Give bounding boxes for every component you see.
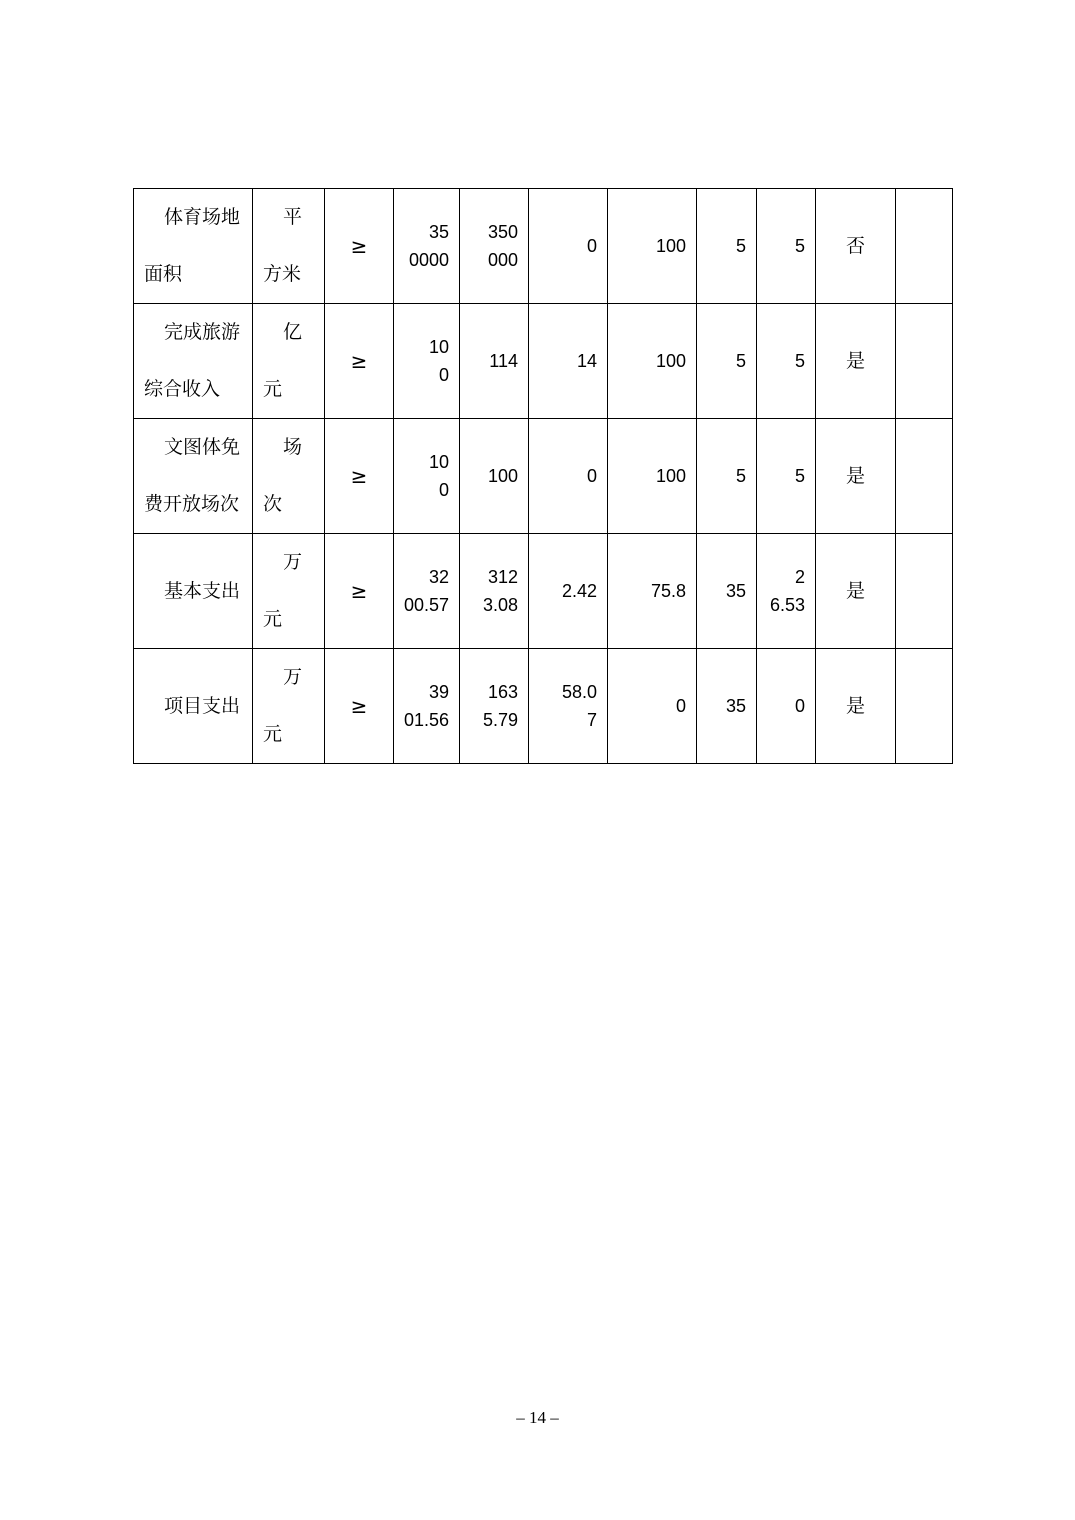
- target-value-cell: 32 00.57: [394, 534, 460, 649]
- actual-value-cell: 312 3.08: [460, 534, 529, 649]
- deviation-cell: 14: [529, 304, 608, 419]
- indicator-name-line1: 项目支出: [164, 694, 241, 717]
- indicator-name-line1: 基本支出: [164, 579, 241, 602]
- unit-line2: 元: [263, 723, 283, 745]
- achieved-cell: 否: [816, 189, 896, 304]
- target-value-cell: 10 0: [394, 419, 460, 534]
- operator-cell: ≥: [325, 534, 394, 649]
- unit-line2: 方米: [263, 263, 302, 285]
- operator-cell: ≥: [325, 189, 394, 304]
- score-cell: 5: [757, 304, 816, 419]
- indicator-name-line2: 面积: [144, 263, 183, 285]
- score-cell: 5: [757, 419, 816, 534]
- deviation-cell: 0: [529, 419, 608, 534]
- table-row: [134, 304, 953, 419]
- achieved-cell: 是: [816, 304, 896, 419]
- note-cell: [896, 189, 953, 304]
- weight-cell: 35: [697, 649, 757, 764]
- unit-cell: [253, 419, 325, 534]
- unit-line1: 万: [282, 551, 302, 573]
- unit-cell: [253, 534, 325, 649]
- unit-line2: 元: [263, 608, 283, 630]
- score-cell: 0: [757, 649, 816, 764]
- note-cell: [896, 649, 953, 764]
- completion-rate-cell: 0: [608, 649, 697, 764]
- unit-line2: 次: [263, 493, 283, 515]
- target-value-cell: 35 0000: [394, 189, 460, 304]
- indicator-name-line1: 文图体免: [164, 436, 241, 458]
- score-cell: 2 6.53: [757, 534, 816, 649]
- completion-rate-cell: 100: [608, 419, 697, 534]
- operator-cell: ≥: [325, 649, 394, 764]
- weight-cell: 35: [697, 534, 757, 649]
- unit-cell: [253, 189, 325, 304]
- indicator-name-cell: [134, 304, 253, 419]
- unit-cell: [253, 304, 325, 419]
- score-cell: 5: [757, 189, 816, 304]
- indicator-name-cell: [134, 189, 253, 304]
- operator-cell: ≥: [325, 419, 394, 534]
- performance-table: [133, 188, 953, 764]
- indicator-name-line1: 完成旅游: [164, 321, 241, 343]
- unit-cell: [253, 649, 325, 764]
- completion-rate-cell: 75.8: [608, 534, 697, 649]
- completion-rate-cell: 100: [608, 304, 697, 419]
- deviation-cell: 58.0 7: [529, 649, 608, 764]
- indicator-name-line1: 体育场地: [164, 206, 241, 228]
- deviation-cell: 0: [529, 189, 608, 304]
- indicator-name-line2: 综合收入: [144, 378, 221, 400]
- performance-table-wrapper: [133, 188, 953, 764]
- target-value-cell: 10 0: [394, 304, 460, 419]
- weight-cell: 5: [697, 189, 757, 304]
- unit-line2: 元: [263, 378, 283, 400]
- page-number: – 14 –: [516, 1408, 559, 1427]
- operator-cell: ≥: [325, 304, 394, 419]
- weight-cell: 5: [697, 304, 757, 419]
- table-row: [134, 419, 953, 534]
- unit-line1: 万: [282, 666, 302, 688]
- table-row: [134, 534, 953, 649]
- deviation-cell: 2.42: [529, 534, 608, 649]
- achieved-cell: 是: [816, 649, 896, 764]
- actual-value-cell: 163 5.79: [460, 649, 529, 764]
- unit-line1: 亿: [282, 321, 302, 343]
- table-body: [134, 189, 953, 764]
- table-row: [134, 649, 953, 764]
- indicator-name-cell: [134, 534, 253, 649]
- completion-rate-cell: 100: [608, 189, 697, 304]
- actual-value-cell: 114: [460, 304, 529, 419]
- indicator-name-cell: [134, 419, 253, 534]
- target-value-cell: 39 01.56: [394, 649, 460, 764]
- actual-value-cell: 100: [460, 419, 529, 534]
- indicator-name-cell: [134, 649, 253, 764]
- note-cell: [896, 419, 953, 534]
- note-cell: [896, 304, 953, 419]
- achieved-cell: 是: [816, 534, 896, 649]
- unit-line1: 平: [282, 206, 302, 228]
- achieved-cell: 是: [816, 419, 896, 534]
- weight-cell: 5: [697, 419, 757, 534]
- unit-line1: 场: [282, 436, 302, 458]
- indicator-name-line2: 费开放场次: [144, 493, 240, 515]
- actual-value-cell: 350 000: [460, 189, 529, 304]
- note-cell: [896, 534, 953, 649]
- table-row: [134, 189, 953, 304]
